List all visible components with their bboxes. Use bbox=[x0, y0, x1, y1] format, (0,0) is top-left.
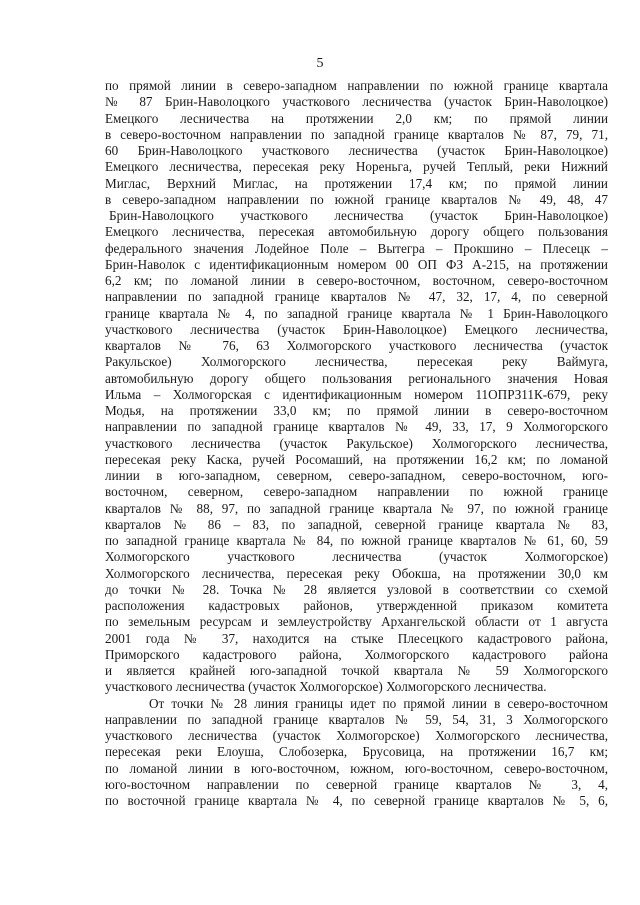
text-line: Емецкого лесничества, пересекая реку Нореньга, ручей Теплый, реки Нижний bbox=[105, 159, 608, 175]
text-line: в северо-восточном направлении по западной границе кварталов № 87, 79, 71, bbox=[105, 126, 608, 142]
document-body bbox=[105, 78, 608, 809]
text-line: пересекая реку Каска, ручей Росомаший, на протяжении 16,2 км; по ломаной bbox=[105, 451, 608, 467]
text-line: кварталов № 76, 63 Холмогорского участкового лесничества (участок bbox=[105, 338, 608, 353]
text-line: пересекая реки Елоуша, Слобозерка, Брусовица, на протяжении 16,7 км; bbox=[105, 744, 608, 760]
text-line: № 87 Брин-Наволоцкого участкового лесничества (участок Брин-Наволоцкое) bbox=[105, 94, 608, 110]
text-line: юго-восточном направлении по северной границе кварталов № 3, 4, bbox=[105, 776, 608, 792]
text-line: 60 Брин-Наволоцкого участкового лесничества (участок Брин-Наволоцкое) bbox=[105, 143, 608, 158]
text-line: Миглас, Верхний Миглас, на протяжении 17,4 км; по прямой линии bbox=[105, 175, 608, 191]
text-line: линии в юго-западном, северном, северо-западном, северо-восточном, юго- bbox=[105, 468, 608, 483]
text-line: Приморского кадастрового района, Холмогорского кадастрового района bbox=[105, 646, 608, 662]
text-line: федерального значения Лодейное Поле – Вытегра – Прокшино – Плесецк – bbox=[105, 240, 608, 256]
text-line: Модья, на протяжении 33,0 км; по прямой линии в северо-восточном bbox=[105, 403, 608, 418]
text-line: Ильма – Холмогорская с идентификационным номером 11ОПРЗ11К-679, реку bbox=[105, 386, 608, 402]
text-line: восточном, северном, северо-западном направлении по южной границе bbox=[105, 484, 608, 500]
text-line: участкового лесничества (участок Холмогорское) Холмогорского лесничества, bbox=[105, 728, 608, 743]
text-line: по западной границе квартала № 84, по южной границе кварталов № 61, 60, 59 bbox=[105, 533, 608, 548]
text-line: Ракульское) Холмогорского лесничества, пересекая реку Ваймуга, bbox=[105, 354, 608, 370]
text-line: 6,2 км; по ломаной линии в северо-восточном, восточном, северо-восточном bbox=[105, 273, 608, 288]
text-line: по восточной границе квартала № 4, по северной границе кварталов № 5, 6, bbox=[105, 793, 608, 808]
text-line: по прямой линии в северо-западном направлении по южной границе квартала bbox=[105, 78, 608, 93]
text-line: направлении по западной границе кварталов № 49, 33, 17, 9 Холмогорского bbox=[105, 419, 608, 435]
text-line: Брин-Наволоцкого участкового лесничества (участок Брин-Наволоцкое) bbox=[109, 208, 608, 223]
text-line: От точки № 28 линия границы идет по прямой линии в северо-восточном bbox=[149, 695, 608, 711]
text-line: до точки № 28. Точка № 28 является узловой в соответствии со схемой bbox=[105, 581, 608, 597]
text-line: направлении по западной границе кварталов № 47, 32, 17, 4, по северной bbox=[105, 289, 608, 305]
text-line: и является крайней юго-западной точкой квартала № 59 Холмогорского bbox=[105, 663, 608, 678]
text-line: 2001 года № 37, находится на стыке Плесецкого кадастрового района, bbox=[105, 630, 608, 646]
text-line: расположения кадастровых районов, утвержденной приказом комитета bbox=[105, 598, 608, 613]
text-line: Брин-Наволок с идентификационным номером 00 ОП ФЗ А-215, на протяжении bbox=[105, 256, 608, 272]
text-line: в северо-западном направлении по южной границе кварталов № 49, 48, 47 bbox=[105, 191, 608, 207]
text-line: Емецкого лесничества, пересекая автомобильную дорогу общего пользования bbox=[105, 224, 608, 240]
text-line: Холмогорского участкового лесничества (участок Холмогорское) bbox=[105, 549, 608, 565]
paragraph-2 bbox=[105, 696, 608, 810]
text-line: Емецкого лесничества на протяжении 2,0 км; по прямой линии bbox=[105, 110, 608, 126]
text-line: по земельным ресурсам и землеустройству Архангельской области от 1 августа bbox=[105, 614, 608, 630]
text-line: направлении по западной границе кварталов № 59, 54, 31, 3 Холмогорского bbox=[105, 711, 608, 727]
text-line: автомобильную дорогу общего пользования регионального значения Новая bbox=[105, 370, 608, 386]
text-line: Холмогорского лесничества, пересекая реку Обокша, на протяжении 30,0 км bbox=[105, 565, 608, 581]
text-line: кварталов № 86 – 83, по западной, северной границе квартала № 83, bbox=[105, 516, 608, 532]
paragraph-1 bbox=[105, 78, 608, 696]
text-line: границе квартала № 4, по западной границе квартала № 1 Брин-Наволоцкого bbox=[105, 305, 608, 321]
text-line: участкового лесничества (участок Ракульское) Холмогорского лесничества, bbox=[105, 435, 608, 451]
text-line: по ломаной линии в юго-восточном, южном, юго-восточном, северо-восточном, bbox=[105, 760, 608, 776]
text-line: участкового лесничества (участок Холмогорское) Холмогорского лесничества. bbox=[105, 679, 547, 695]
text-line: кварталов № 88, 97, по западной границе квартала № 97, по южной границе bbox=[105, 500, 608, 516]
text-line: участкового лесничества (участок Брин-Наволоцкое) Емецкого лесничества, bbox=[105, 321, 608, 337]
page-number: 5 bbox=[316, 56, 324, 71]
